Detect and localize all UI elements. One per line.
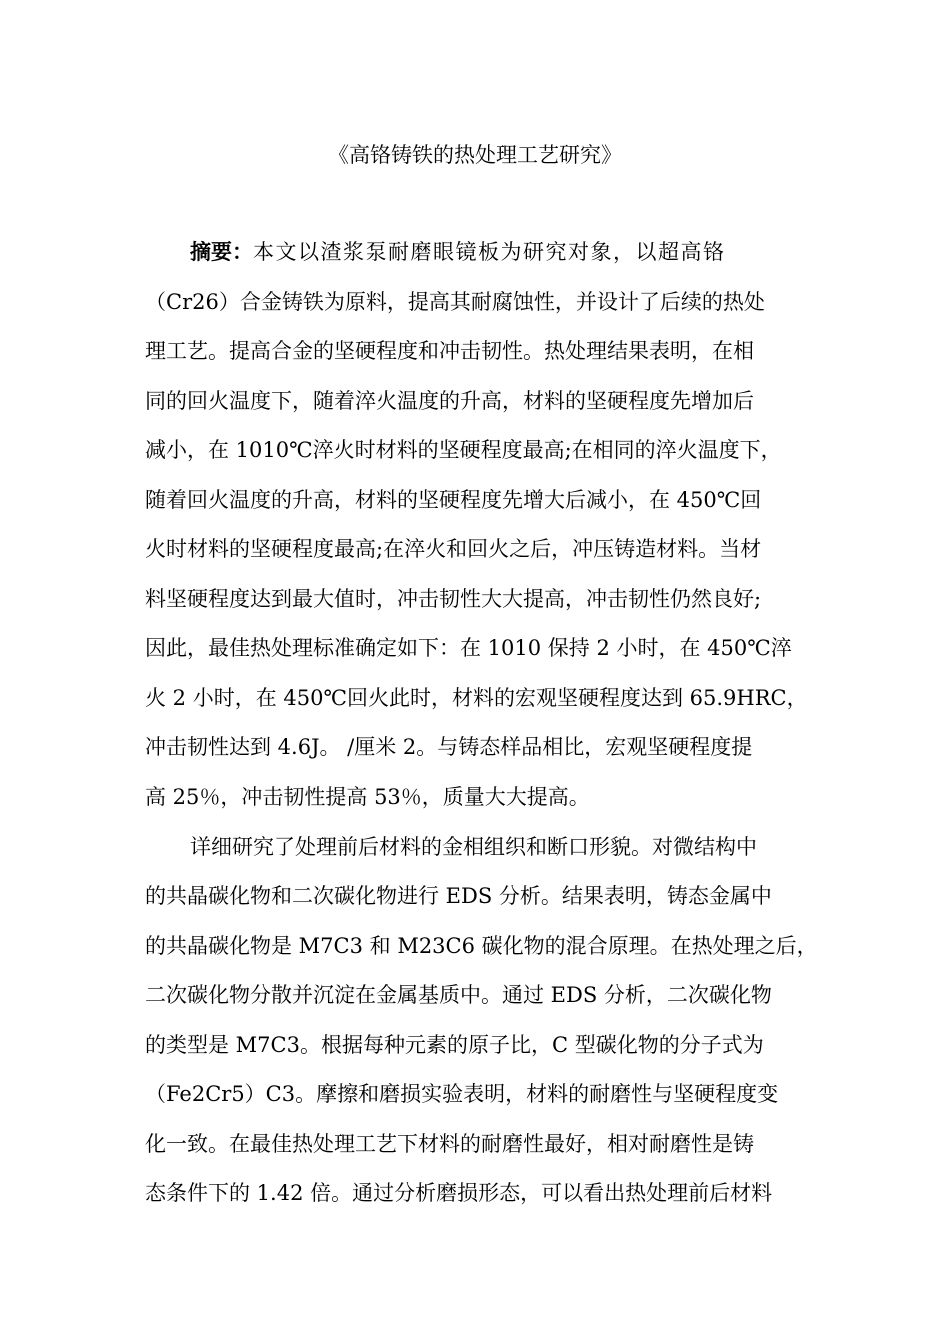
paragraph2-line-1: 详细研究了处理前后材料的金相组织和断口形貌。对微结构中 bbox=[190, 835, 757, 859]
document-title: 《高铬铸铁的热处理工艺研究》 bbox=[328, 143, 622, 167]
paragraph2-line-8: 态条件下的 1.42 倍。通过分析磨损形态，可以看出热处理前后材料 bbox=[145, 1181, 773, 1205]
abstract-text: 本文以渣浆泵耐磨眼镜板为研究对象，以超高铬 bbox=[253, 240, 726, 264]
abstract-line-2: （Cr26）合金铸铁为原料，提高其耐腐蚀性，并设计了后续的热处 bbox=[145, 290, 765, 314]
paragraph2-line-5: 的类型是 M7C3。根据每种元素的原子比，C 型碳化物的分子式为 bbox=[145, 1033, 764, 1057]
abstract-line-8: 料坚硬程度达到最大值时，冲击韧性大大提高，冲击韧性仍然良好; bbox=[145, 587, 762, 611]
abstract-label: 摘要： bbox=[190, 239, 253, 264]
abstract-line-4: 同的回火温度下，随着淬火温度的升高，材料的坚硬程度先增加后 bbox=[145, 389, 754, 413]
abstract-line-11: 冲击韧性达到 4.6J。 /厘米 2。与铸态样品相比，宏观坚硬程度提 bbox=[145, 735, 753, 759]
paragraph2-line-7: 化一致。在最佳热处理工艺下材料的耐磨性最好，相对耐磨性是铸 bbox=[145, 1132, 754, 1156]
abstract-line-12: 高 25％，冲击韧性提高 53％，质量大大提高。 bbox=[145, 785, 590, 809]
paragraph2-line-2: 的共晶碳化物和二次碳化物进行 EDS 分析。结果表明，铸态金属中 bbox=[145, 884, 772, 908]
abstract-line-9: 因此，最佳热处理标准确定如下：在 1010 保持 2 小时，在 450℃淬 bbox=[145, 636, 792, 660]
abstract-line-5: 减小，在 1010℃淬火时材料的坚硬程度最高;在相同的淬火温度下， bbox=[145, 438, 782, 462]
abstract-line-1 bbox=[190, 237, 726, 267]
abstract-line-10: 火 2 小时，在 450℃回火此时，材料的宏观坚硬程度达到 65.9HRC， bbox=[145, 686, 808, 710]
paragraph2-line-6: （Fe2Cr5）C3。摩擦和磨损实验表明，材料的耐磨性与坚硬程度变 bbox=[145, 1082, 779, 1106]
paragraph2-line-3: 的共晶碳化物是 M7C3 和 M23C6 碳化物的混合原理。在热处理之后， bbox=[145, 934, 818, 958]
abstract-line-6: 随着回火温度的升高，材料的坚硬程度先增大后减小，在 450℃回 bbox=[145, 488, 762, 512]
abstract-line-3: 理工艺。提高合金的坚硬程度和冲击韧性。热处理结果表明，在相 bbox=[145, 339, 754, 363]
abstract-line-7: 火时材料的坚硬程度最高;在淬火和回火之后，冲压铸造材料。当材 bbox=[145, 537, 762, 561]
paragraph2-line-4: 二次碳化物分散并沉淀在金属基质中。通过 EDS 分析，二次碳化物 bbox=[145, 983, 772, 1007]
